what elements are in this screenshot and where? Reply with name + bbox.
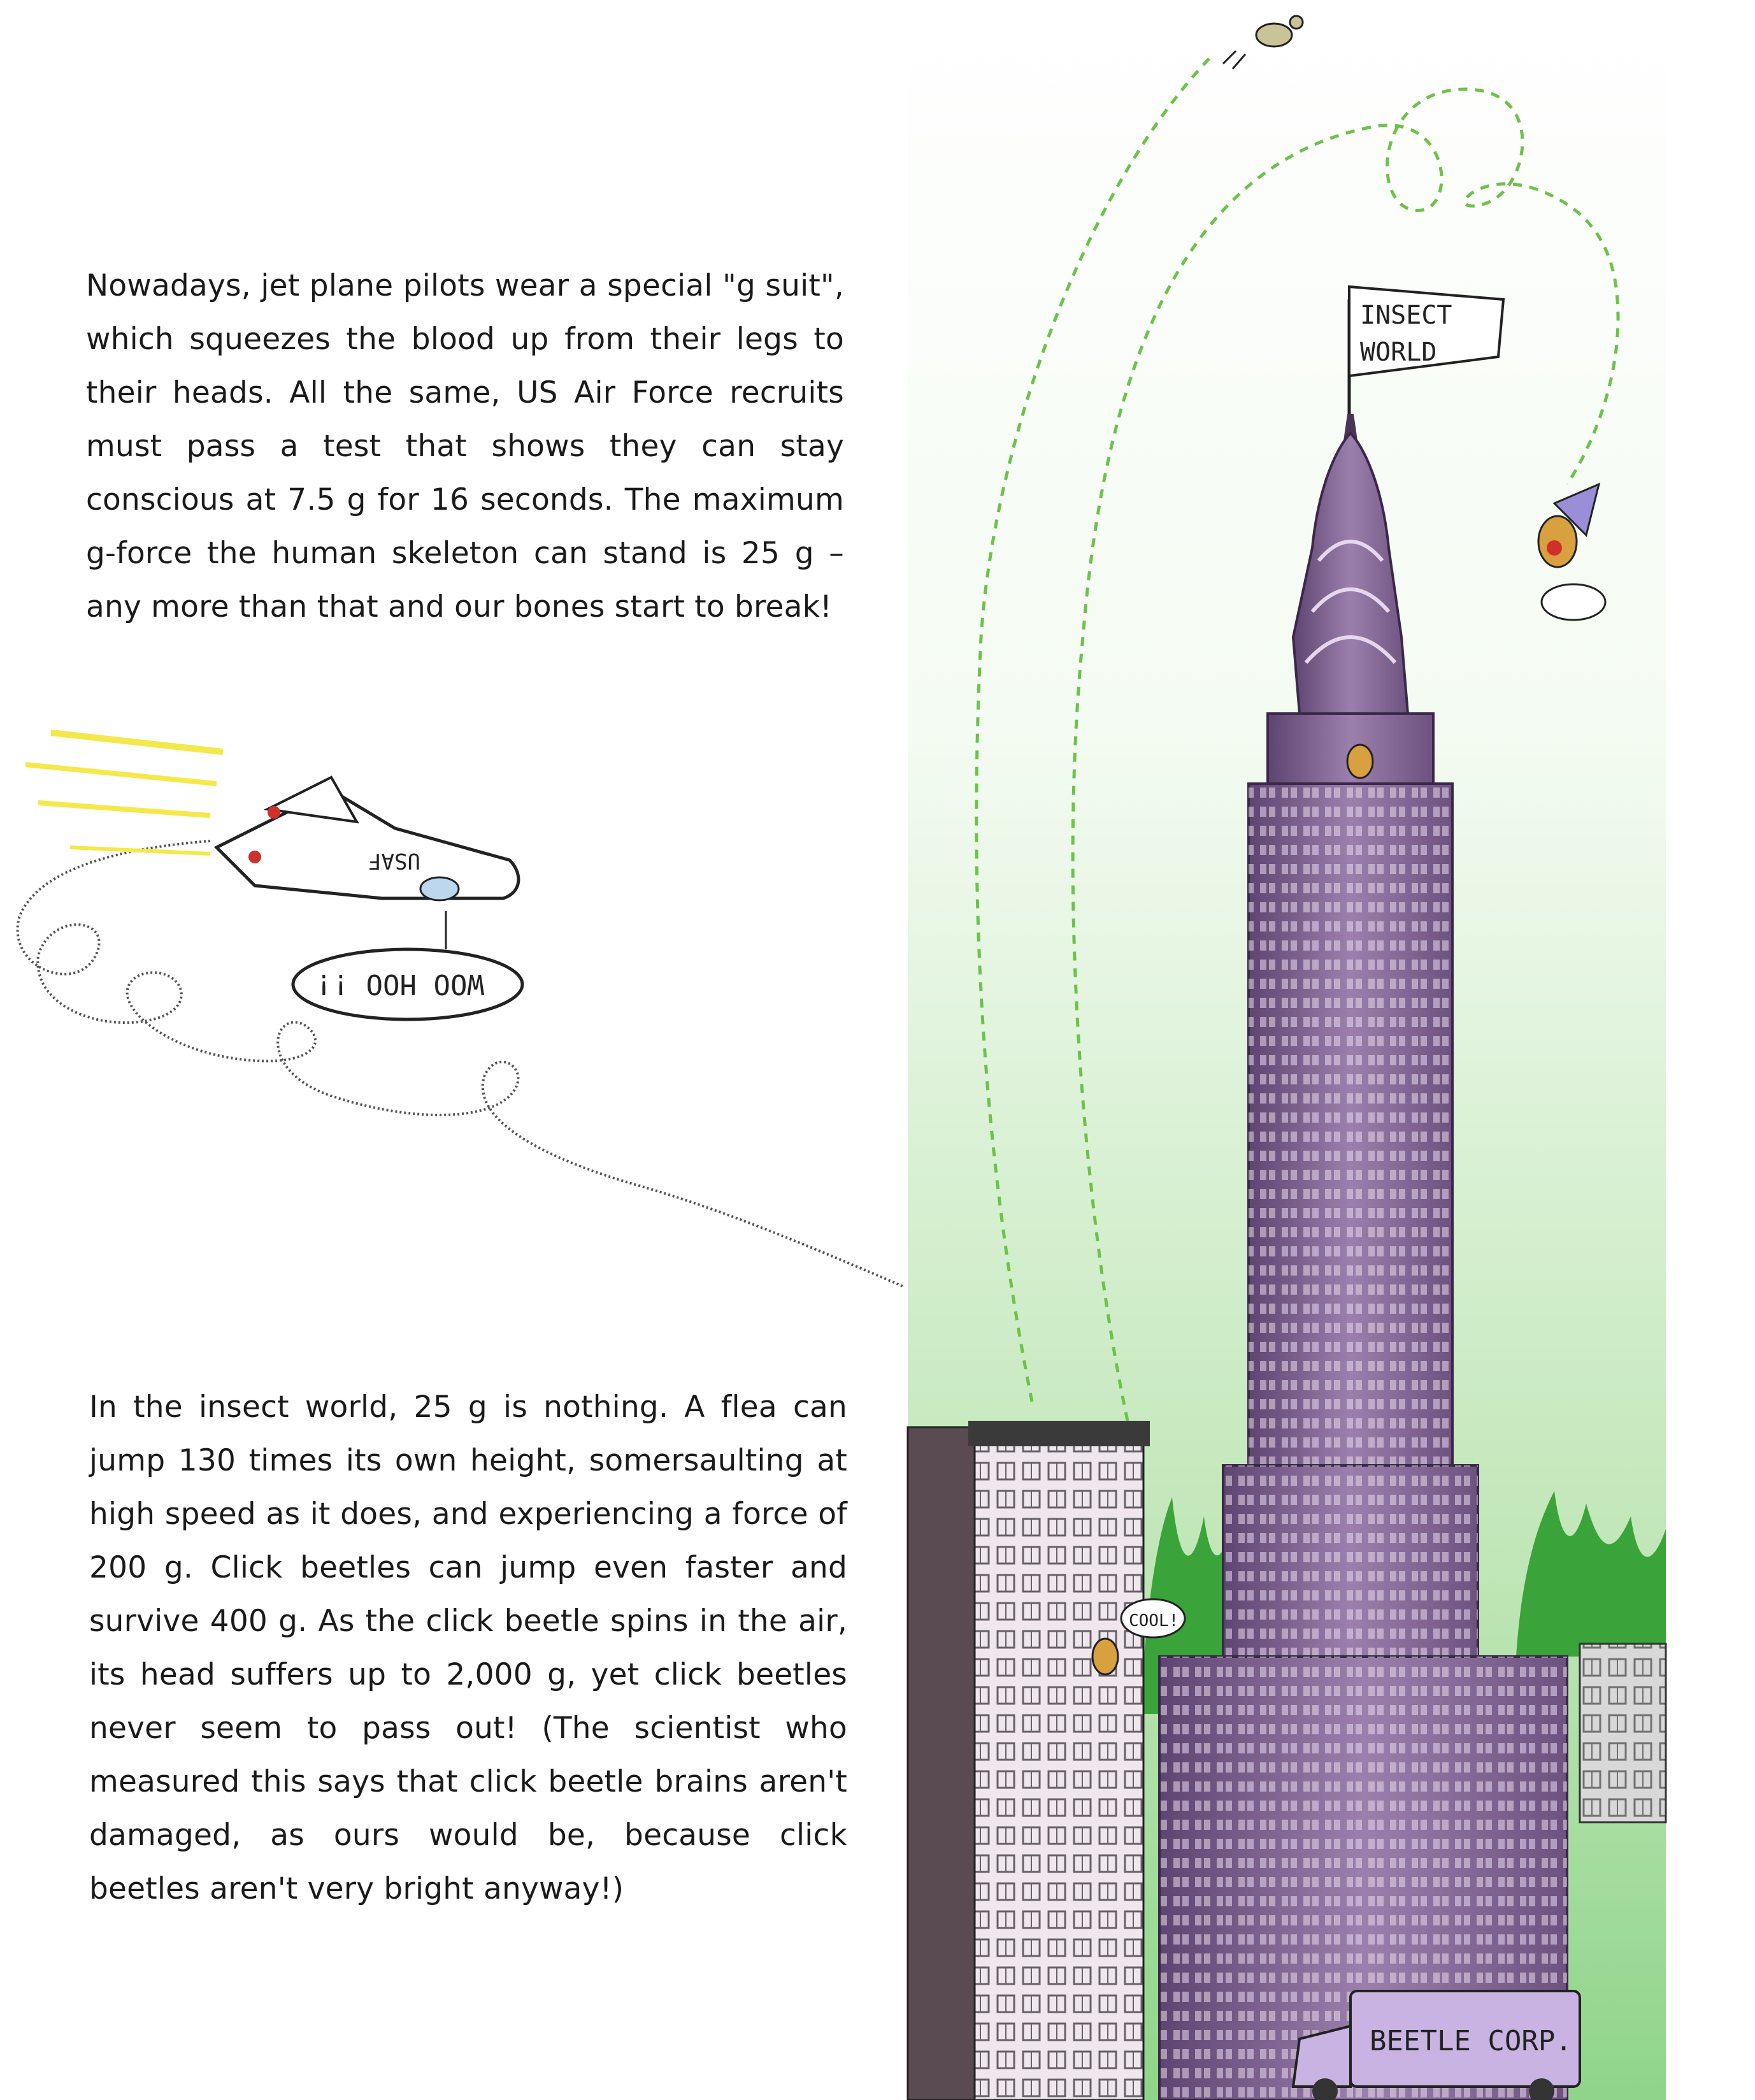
- jet-speech-text: WOO HOO !!: [315, 968, 484, 1000]
- jet-flight-trail: [18, 841, 905, 1287]
- paragraph-insect-world: In the insect world, 25 g is nothing. A flea can jump 130 times its own height, somersaulting at high speed as it does, and experiencing a force of 200 g. Click beetles can jump even faster and survive 400 g. As the click beetle spins in the air, its head suffers up to 2,000 g, yet click beetles never seem to pass out! (The scientist who measured this says that click beetle brains aren't damaged, as ours would be, because click beetles aren't very bright anyway!): [89, 1390, 847, 1906]
- paragraph-g-suit: Nowadays, jet plane pilots wear a special "g suit", which squeezes the blood up from their legs to their heads. All the same, US Air Force recruits must pass a test that shows they can stay conscious at 7.5 g for 16 seconds. The maximum g-force the human skeleton can stand is 25 g – any more than that and our bones start to break!: [86, 268, 844, 624]
- truck-sign-text: BEETLE CORP.: [1370, 2025, 1572, 2057]
- old-building: [908, 1421, 1150, 2100]
- tower-beetle-icon: [1347, 745, 1373, 778]
- jet-plane-icon: [217, 777, 519, 900]
- jet-tail-text: USAF: [368, 848, 420, 874]
- beetle-speech-text: COOL!: [1129, 1611, 1179, 1630]
- flag-text-line2: WORLD: [1360, 338, 1437, 367]
- flag-text-line1: INSECT: [1360, 301, 1452, 330]
- office-building: [1580, 1644, 1666, 1822]
- speed-lines: [25, 733, 223, 854]
- jet-speech-bubble: [293, 911, 522, 1019]
